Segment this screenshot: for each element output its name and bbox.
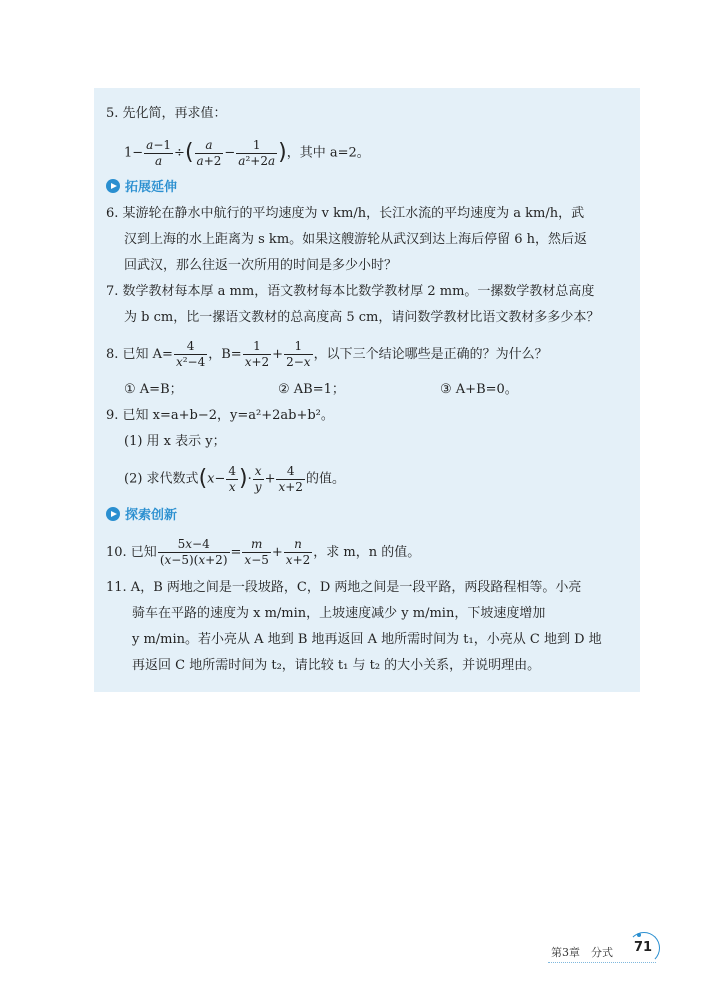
- q8-option-2: ② AB=1；: [278, 382, 345, 397]
- q11-line4: 再返回 C 地所需时间为 t₂，请比较 t₁ 与 t₂ 的大小关系，并说明理由。: [132, 658, 541, 673]
- section-extend: 拓展延伸: [106, 178, 177, 198]
- q6-line1: 6. 某游轮在静水中航行的平均速度为 v km/h，长江水流的平均速度为 a km/h，武: [106, 206, 585, 221]
- q9-part1: (1) 用 x 表示 y；: [124, 434, 226, 449]
- play-icon: [106, 179, 120, 193]
- q5-suffix: ，其中 a=2。: [286, 145, 370, 161]
- footer-dotted-rule: [548, 962, 656, 963]
- q7-line1: 7. 数学教材每本厚 a mm，语文教材每本比数学教材厚 2 mm。一摞数学教材总高度: [106, 284, 595, 299]
- q9-part2: (2) 求代数式(x− $\frac{4}{x}$ )· $\frac{x}{y}$ + $\frac{4}{x+2}$ 的值。: [124, 463, 345, 494]
- q7-line2: 为 b cm，比一摞语文教材的总高度高 5 cm，请问数学教材比语文教材多多少本？: [124, 310, 600, 325]
- footer-chapter: 第3章 分式: [551, 946, 613, 959]
- q6-line3: 回武汉，那么往返一次所用的时间是多少小时？: [124, 258, 398, 273]
- q11-line3: y m/min。若小亮从 A 地到 B 地再返回 A 地所需时间为 t₁，小亮从 C 地到 D 地: [132, 632, 602, 647]
- q8-option-3: ③ A+B=0。: [440, 382, 518, 397]
- q11-line1: 11. A，B 两地之间是一段坡路，C，D 两地之间是一段平路，两段路程相等。小亮: [106, 580, 582, 595]
- q9-line1: 9. 已知 x=a+b−2，y=a²+2ab+b²。: [106, 408, 334, 423]
- page-number: 71: [634, 940, 653, 955]
- q5-title: 5. 先化简，再求值：: [106, 106, 227, 121]
- play-icon: [106, 507, 120, 521]
- section-explore: 探索创新: [106, 506, 177, 526]
- q8-option-1: ① A=B；: [124, 382, 183, 397]
- page-dot-decoration: [637, 933, 641, 937]
- q8-statement: 8. 已知 A= $\frac{4}{\text{x²−4}}$ ，B= $\frac{1}{x+2}$ + $\frac{1}{2-x}$ ，以下三个结论哪些是正确的？为什么？: [106, 339, 548, 369]
- q11-line2: 骑车在平路的速度为 x m/min，上坡速度减少 y m/min，下坡速度增加: [132, 606, 546, 621]
- q6-line2: 汉到上海的水上距离为 s km。如果这艘游轮从武汉到达上海后停留 6 h，然后返: [124, 232, 588, 247]
- q5-expression: 1− $\frac{a-1}{a}$ ÷( $\frac{a}{a+2}$ − $\frac{1}{\text{a²+2a}}$ )，其中 a=2。: [124, 137, 370, 168]
- q10-statement: 10. 已知 $\frac{5x-4}{(x-5)(x+2)}$ = $\frac{m}{x-5}$ + $\frac{n}{x+2}$ ，求 m，n 的值。: [106, 537, 421, 567]
